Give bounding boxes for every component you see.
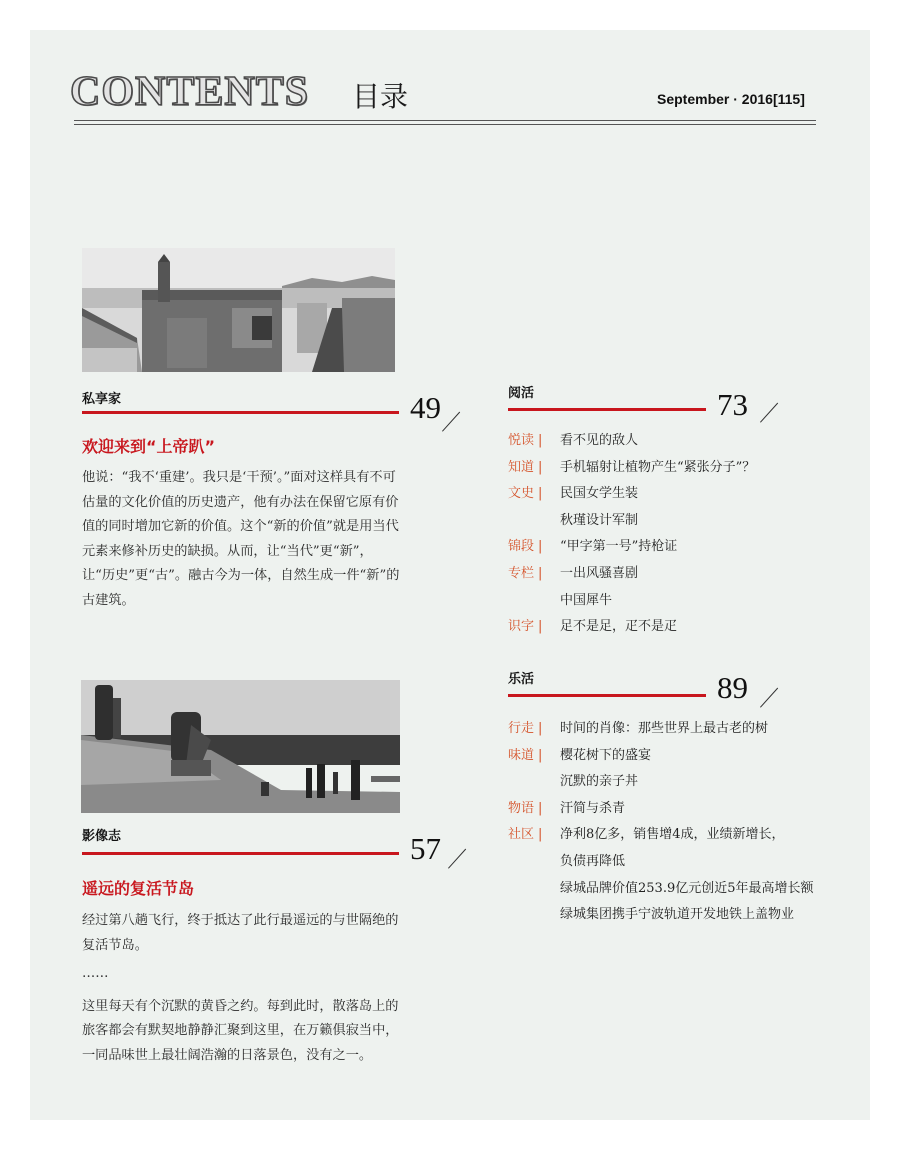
toc-category-label: 识字 [508,619,535,635]
toc-category-separator: | [538,539,543,555]
read-toc-row[interactable] [508,455,838,482]
church-photo [82,248,395,372]
feature2-slash [448,849,466,869]
feature2-section-label: 影像志 [82,829,122,844]
joy-toc-row[interactable] [508,876,848,903]
read-toc-row[interactable] [508,481,838,508]
read-page-number: 73 [717,387,748,422]
toc-category-label: 社区 [508,827,535,843]
header-rule-top [74,120,816,121]
toc-category-label: 知道 [508,459,535,475]
toc-category [508,614,542,641]
read-toc-row[interactable] [508,508,838,535]
toc-category-label: 物语 [508,800,535,816]
toc-item-title: “甲字第一号”持枪证 [560,539,678,555]
toc-category [508,455,542,482]
read-toc-row[interactable] [508,588,838,615]
feature2-red-rule [82,852,399,855]
read-toc-row[interactable] [508,428,838,455]
toc-item-title: 汗简与杀青 [560,800,626,816]
joy-toc-row[interactable] [508,743,848,770]
toc-item-title: 净利8亿多，销售增4成，业绩新增长， [560,827,785,843]
toc-item-title: 沉默的亲子丼 [560,774,639,790]
feature2-paragraph: 经过第八趟飞行，终于抵达了此行最遥远的与世隔绝的复活节岛。 [82,913,399,953]
contents-page [30,30,870,1120]
toc-category [508,534,542,561]
toc-category-label: 行走 [508,721,535,736]
toc-category-separator: | [538,827,543,843]
joy-toc-row[interactable] [508,822,848,849]
feature1-body [82,466,400,613]
read-toc-row[interactable] [508,561,838,588]
toc-item-title: 一出风骚喜剧 [560,565,639,581]
toc-category-separator: | [538,433,543,448]
header-rule-bottom [74,124,816,125]
read-toc-row[interactable] [508,534,838,561]
toc-category [508,822,542,849]
toc-category-separator: | [538,459,543,475]
toc-category-separator: | [538,721,543,736]
joy-page-number: 89 [717,670,748,705]
joy-toc-row[interactable] [508,849,848,876]
toc-category-label: 专栏 [508,565,535,581]
joy-toc-list [508,716,848,929]
toc-item-title: 负债再降低 [560,853,626,869]
toc-item-title: 绿城集团携手宁波轨道开发地铁上盖物业 [560,907,795,923]
joy-toc-row[interactable] [508,902,848,929]
feature1-section-label: 私享家 [82,392,122,407]
feature1-slash [442,412,460,432]
joy-toc-row[interactable] [508,796,848,823]
toc-category-separator: | [538,747,543,763]
joy-slash [760,688,778,708]
contents-title-cn: 目录 [352,80,409,113]
toc-item-title: 手机辐射让植物产生“紧张分子”？ [560,459,756,475]
toc-category [508,743,542,770]
toc-item-title: 秋瑾设计军制 [560,512,639,528]
contents-title-en: CONTENTS [70,69,310,115]
issue-label: September · 2016[115] [657,91,805,107]
read-toc-row[interactable] [508,614,838,641]
feature1-red-rule [82,411,399,414]
toc-category-separator: | [538,800,543,816]
toc-category [508,428,542,455]
toc-item-title: 樱花树下的盛宴 [560,747,652,763]
feature2-page-number: 57 [410,831,441,866]
feature2-paragraph: 这里每天有个沉默的黄昏之约。每到此时，散落岛上的旅客都会有默契地静静汇聚到这里，在万籁俱寂当中，一同品味世上最壮阔浩瀚的日落景色，没有之一。 [82,998,399,1063]
feature1-page-number: 49 [410,390,441,425]
read-section-label: 阅活 [508,386,535,401]
read-toc-list [508,428,838,641]
feature2-body [82,909,400,1068]
joy-section-label: 乐活 [508,672,535,687]
toc-category-label: 文史 [508,486,535,502]
toc-category-separator: | [538,565,543,581]
feature2-ellipsis: …… [82,966,109,981]
read-slash [760,403,778,423]
toc-category [508,796,542,823]
toc-item-title: 绿城品牌价值253.9亿元创近5年最高增长额 [560,880,814,896]
easter-island-photo [81,680,400,813]
toc-item-title: 民国女学生装 [560,486,639,502]
toc-category [508,561,542,588]
read-red-rule [508,408,706,411]
toc-item-title: 时间的肖像：那些世界上最古老的树 [560,721,769,736]
toc-item-title: 中国犀牛 [560,592,613,608]
joy-toc-row[interactable] [508,769,848,796]
toc-category-separator: | [538,486,543,502]
toc-category-label: 悦读 [508,433,535,448]
feature1-paragraph: 他说：“我不‘重建’。我只是‘干预’。”面对这样具有不可估量的文化价值的历史遗产，他有办法在保留它原有价值的同时增加它新的价值。这个“新的价值”就是用当代元素来修补历史的缺损。从而，让“当代”更“新”，让“历史”更“古”。融古今为一体，自然生成一件“新”的古建筑。 [82,470,400,608]
feature1-title: 欢迎来到“上帝趴” [82,437,216,456]
joy-red-rule [508,694,706,697]
joy-toc-row[interactable] [508,716,848,743]
toc-item-title: 看不见的敌人 [560,433,639,448]
toc-item-title: 足不是足，疋不是疋 [560,619,678,635]
toc-category-label: 味道 [508,747,535,763]
feature2-title: 遥远的复活节岛 [82,879,195,898]
toc-category [508,481,542,508]
toc-category [508,716,542,743]
toc-category-label: 锦段 [508,539,535,555]
toc-category-separator: | [538,619,543,635]
